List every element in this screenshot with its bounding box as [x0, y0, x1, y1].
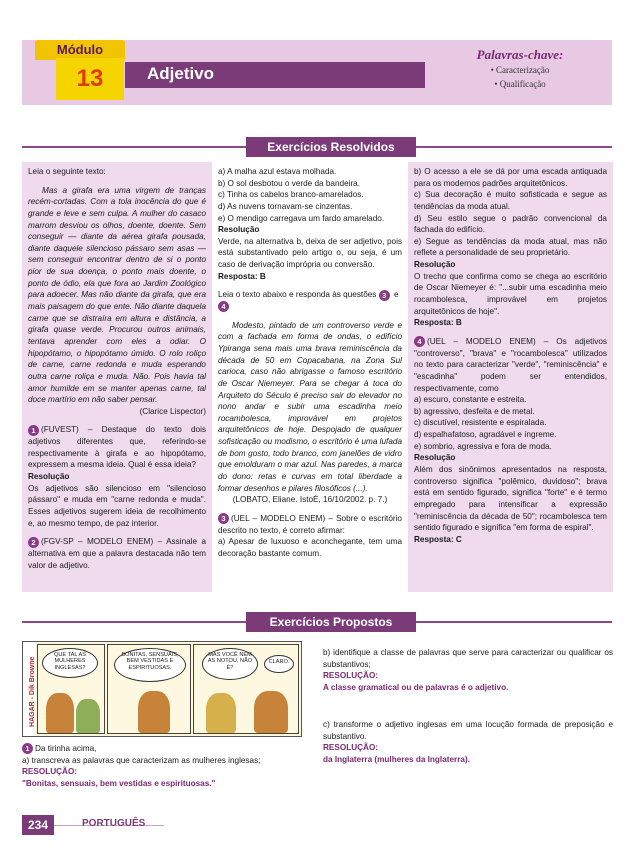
hagar-figure: [46, 693, 74, 733]
question-number: 4: [414, 336, 425, 347]
quote-lispector: Mas a girafa era uma virgem de tranças recém-cortadas. Com a tola inocência do que é grande e leve e sem culpa. A mulher do casaco marrom desviou os olhos, doente, doente. Sem conseguir — diante da aérea girafa pousada, diante daquele silencioso pássaro sem asas — sem conseguir encontrar dentro de si o ponto pior de sua doença, o ponto mais doente, o ponto de ódio, ela que fora ao Jardim Zoológico para adoecer. Mas não diante da girafa, que era mais paisagem do que ente. Não diante daquela carne que se distraíra em altura e distância, a girafa quase verde. Procurou outros animais, tentava aprender com eles a odiar. O hipopótamo, o hipopótamo úmido. O rolo roliço de carne, carne redonda e muda esperando outra carne roliça e muda. Não. Pois havia tal amor humilde em se manter apenas carne, tal doce martírio em não saber pensar.: [28, 185, 206, 405]
option: d) espalhafatoso, agradável e íngreme.: [414, 430, 557, 440]
resolution-label: RESOLUÇÃO:: [323, 671, 379, 681]
proposed-question-1c: [323, 719, 613, 766]
option: e) O mendigo carregava um fardo amarelado.: [218, 213, 385, 223]
read-e: e: [393, 290, 399, 300]
resolution-label: RESOLUÇÃO:: [323, 743, 379, 753]
quote-author: (Clarice Lispector): [139, 406, 206, 416]
module-number: 13: [76, 65, 104, 92]
page-footer: [22, 815, 612, 835]
comic-panel-1: [37, 644, 105, 734]
question-item: b) identifique a classe de palavras que serve para caracterizar ou qualificar os substantivos;: [323, 648, 613, 669]
comic-panel-3: [193, 644, 299, 734]
question-2: [28, 536, 206, 571]
option: a) escuro, constante e estreita.: [414, 395, 527, 405]
speech-bubble: CLARO.: [264, 655, 294, 673]
answer: Resposta: C: [414, 534, 462, 544]
question-text: (FUVEST) – Destaque do texto dois adjetivos diferentes que, referindo-se respectivamente à girafa e ao hipopótamo, expressem a mesma ideia. Qual é essa ideia?: [28, 425, 206, 470]
module-tab: [35, 40, 125, 60]
resolution-answer: da Inglaterra (mulheres da Inglaterra).: [323, 754, 470, 764]
keyword-item: • Qualificação: [494, 78, 546, 89]
resolution-label: Resolução: [28, 472, 70, 482]
question-text: (UEL – MODELO ENEM) – Sobre o escritório descrito no texto, é correto afirmar:: [218, 513, 402, 535]
resolution-text: Os adjetivos são silencioso em "silencioso pássaro" e muda em "carne redonda e muda". Esses adjetivos sugerem ideia de recolhimento e, ao mesmo tempo, de paz interior.: [28, 483, 206, 528]
resolution-label: Resolução: [414, 260, 456, 270]
page-title: Adjetivo: [147, 64, 215, 83]
resolution-text: O trecho que confirma como se chega ao escritório de Oscar Niemeyer é: "...subir uma escadinha meio rocambolesca, improvável em projetos arquitetônicos de hoje".: [414, 271, 607, 316]
column-2: [215, 162, 405, 592]
read-text: Leia o texto abaixo e responda às questões: [218, 290, 377, 300]
intro-text: Leia o seguinte texto:: [28, 167, 106, 176]
hagar-figure: [254, 691, 288, 733]
question-number: 4: [218, 301, 229, 312]
option: d) Seu estilo segue o padrão convencional da fachada do edifício.: [414, 213, 607, 235]
column-1: [22, 162, 212, 592]
comic-panel-2: [107, 644, 191, 734]
module-label: Módulo: [56, 42, 104, 57]
question-1: [28, 424, 206, 471]
question-number: 3: [379, 290, 390, 301]
comic-credit-strip: [23, 642, 35, 737]
section-header-resolved: [22, 137, 612, 157]
resolution-answer: A classe gramatical ou de palavras é o adjetivo.: [323, 682, 509, 692]
section-header-proposed: [22, 612, 612, 632]
option: b) O sol desbotou o verde da bandeira.: [218, 178, 361, 188]
hagar-figure: [138, 691, 170, 733]
speech-bubble: QUE TAL AS MULHERES INGLESAS?: [42, 648, 98, 678]
quote-lobato: Modesto, pintado de um controverso verde e com a fachada em forma de ondas, o edifício Ypiranga sena mais uma brava reminiscência da década de 50 em Copacabana, na Zona Sul carioca, caso não abrigasse o famoso escritório de Oscar Niemeyer. Para se chegar à toca do Arquiteto do Século é preciso sair do elevador no nono andar e subir uma escadinha meio rocambolesca, improvável em projetos arquitetônicos de hoje. Despojado de qualquer sofisticação ou modismo, o escritório é uma lufada de bom gosto, todo branco, com janelões de vidro que emolduram o mar azul. Nas paredes, a marca do dono: retas e curvas em total liberdade a formar desenhos e pilares filosóficos (...).: [218, 320, 402, 493]
subject-label: PORTUGUÊS: [82, 818, 146, 829]
page-number: 234: [22, 815, 54, 835]
module-number-box: [56, 58, 124, 100]
keywords-box: [430, 46, 610, 102]
keywords-title: Palavras-chave:: [476, 47, 564, 62]
question-text: (UEL – MODELO ENEM) – Os adjetivos "controverso", "brava" e "rocambolesca" utilizados no texto para caracterizar "verde", "reminiscência" e "escadinha" podem ser entendidos, respectivamente, como: [414, 336, 607, 393]
option: b) agressivo, desfeita e de metal.: [414, 406, 535, 416]
character-figure: [76, 699, 100, 733]
question-3: [218, 513, 402, 536]
option: c) Tinha os cabelos branco-amarelados.: [218, 190, 364, 200]
section-title: Exercícios Propostos: [246, 612, 416, 632]
question-item: a) transcreva as palavras que caracterizam as mulheres inglesas;: [22, 755, 261, 765]
question-text: Da tirinha acima,: [35, 744, 97, 753]
resolution-text: Verde, na alternativa b, deixa de ser adjetivo, pois está substantivado pelo artigo o, ou seja, é um caso de derivação imprópria ou conversão.: [218, 236, 402, 270]
read-instruction: [218, 289, 402, 312]
resolution-label: Resolução: [414, 453, 456, 463]
option: c) discutível, resistente e espiralada.: [414, 418, 547, 428]
question-number: 1: [22, 743, 33, 754]
keyword-item: • Caracterização: [490, 65, 550, 76]
resolution-text: Além dos sinônimos apresentados na resposta, controverso significa "polêmico, duvidoso"; brava está em sentido figurado, significa "forte" e é termo empregado para intensificar a expressão "reminiscência da década de 50"; rocambolesca tem sentido figurado e significa "em forma de espiral".: [414, 465, 607, 533]
question-number: 2: [28, 537, 39, 548]
quote-source: (LOBATO, Eliane. IstoÉ, 16/10/2002. p. 7.): [232, 495, 388, 505]
resolution-label: Resolução: [218, 225, 260, 235]
section-title: Exercícios Resolvidos: [246, 137, 416, 157]
resolution-answer: "Bonitas, sensuais, bem vestidas e espirituosas.": [22, 778, 216, 788]
proposed-question-1b: [323, 647, 613, 694]
question-number: 3: [218, 513, 229, 524]
speech-bubble: MAS VOCÊ NEM AS NOTOU, NÃO É?: [202, 648, 258, 680]
question-stem: [22, 743, 302, 755]
answer: Resposta: B: [218, 271, 266, 281]
option: e) Segue as tendências da moda atual, mas não reflete a personalidade de seu proprietário.: [414, 236, 607, 258]
option: b) O acesso a ele se dá por uma escada antiquada para os modernos padrões arquitetônicos.: [414, 167, 607, 188]
question-text: (FGV-SP – MODELO ENEM) – Assinale a alternativa em que a palavra destacada não tem valor de adjetivo.: [28, 537, 206, 570]
speech-bubble: BONITAS, SENSUAIS, BEM VESTIDAS E ESPIRITUOSAS.: [114, 648, 186, 682]
question-number: 1: [28, 425, 39, 436]
option: a) A malha azul estava molhada.: [218, 167, 337, 176]
option: a) Apesar de luxuoso e aconchegante, tem uma decoração bastante comum.: [218, 537, 402, 558]
option: d) As nuvens tornavam-se cinzentas.: [218, 201, 353, 211]
comic-credit: HAGAR - Dik Browne: [29, 656, 37, 727]
option: c) Sua decoração é muito sofisticada e segue as tendências da moda atual.: [414, 190, 607, 211]
option: e) sombrio, agressiva e fora de moda.: [414, 441, 552, 451]
question-item: c) transforme o adjetivo inglesas em uma locução formada de preposição e substantivo.: [323, 720, 613, 741]
question-4: [414, 336, 607, 394]
resolution-label: RESOLUÇÃO:: [22, 767, 78, 777]
comic-strip: [22, 641, 302, 737]
answer: Resposta: B: [414, 318, 462, 328]
helga-figure: [206, 693, 236, 733]
proposed-question-1: [22, 743, 302, 790]
column-3: [408, 162, 613, 592]
